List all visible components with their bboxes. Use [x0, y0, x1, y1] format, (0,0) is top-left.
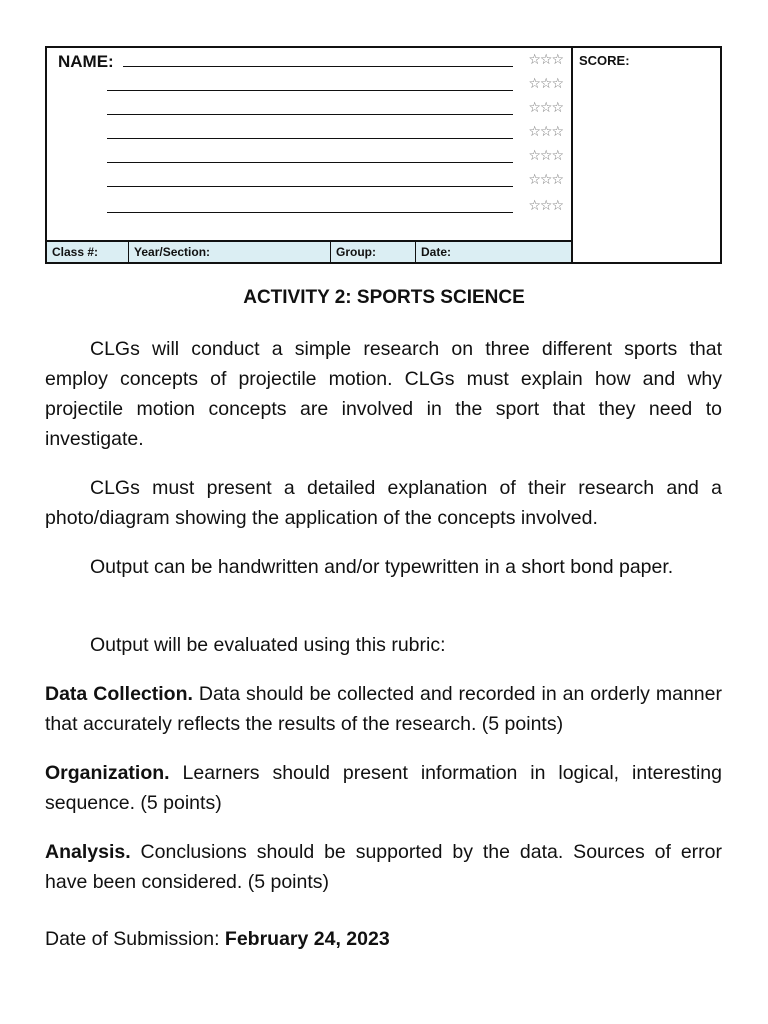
rubric-criterion: Data Collection.	[45, 683, 193, 705]
rubric-description: Learners should present information in logical, interesting sequence. (5 points)	[45, 762, 722, 814]
name-row	[47, 170, 569, 192]
activity-title: ACTIVITY 2: SPORTS SCIENCE	[243, 287, 525, 308]
name-line[interactable]	[123, 66, 513, 67]
names-area	[47, 48, 573, 244]
year-section-field[interactable]: Year/Section:	[129, 242, 331, 262]
name-row	[47, 50, 569, 72]
instruction-paragraph: CLGs will conduct a simple research on three different sports that employ concepts of projectile motion. CLGs must explain how and why projectile motion concepts are involved in the sport that they need to investigate.	[45, 338, 722, 450]
name-line[interactable]	[107, 138, 513, 139]
name-line[interactable]	[107, 90, 513, 91]
rubric-criterion: Analysis.	[45, 841, 131, 863]
name-line[interactable]	[107, 162, 513, 163]
name-row	[47, 196, 569, 218]
name-line[interactable]	[107, 212, 513, 213]
instruction-paragraph: Output will be evaluated using this rubric:	[90, 634, 446, 656]
star-rating-icon[interactable]: ☆☆☆	[528, 76, 563, 92]
rubric-criterion: Organization.	[45, 762, 170, 784]
name-row	[47, 146, 569, 168]
group-field[interactable]: Group:	[331, 242, 416, 262]
star-rating-icon[interactable]: ☆☆☆	[528, 52, 563, 68]
score-area[interactable]	[573, 48, 720, 262]
name-row	[47, 74, 569, 96]
instruction-paragraph: Output can be handwritten and/or typewritten in a short bond paper.	[90, 556, 674, 578]
submission-date: February 24, 2023	[224, 928, 390, 950]
class-number-field[interactable]: Class #:	[47, 242, 129, 262]
name-line[interactable]	[107, 186, 513, 187]
rubric-item	[45, 679, 722, 739]
instruction-paragraph: CLGs must present a detailed explanation of their research and a photo/diagram showing the application of the concepts involved.	[45, 477, 722, 529]
submission-label: Date of Submission:	[45, 928, 225, 950]
star-rating-icon[interactable]: ☆☆☆	[528, 124, 563, 140]
star-rating-icon[interactable]: ☆☆☆	[528, 100, 563, 116]
rubric-item	[45, 758, 722, 818]
rubric-description: Conclusions should be supported by the data. Sources of error have been considered. (5 points)	[45, 841, 722, 893]
name-row	[47, 122, 569, 144]
name-row	[47, 98, 569, 120]
star-rating-icon[interactable]: ☆☆☆	[528, 172, 563, 188]
star-rating-icon[interactable]: ☆☆☆	[528, 198, 563, 214]
submission-line	[45, 928, 390, 951]
student-info-box	[45, 46, 722, 264]
name-label: NAME:	[58, 52, 114, 71]
name-line[interactable]	[107, 114, 513, 115]
star-rating-icon[interactable]: ☆☆☆	[528, 148, 563, 164]
date-field[interactable]: Date:	[421, 245, 452, 259]
score-label: SCORE:	[579, 53, 630, 68]
rubric-description: Data should be collected and recorded in an orderly manner that accurately reflects the results of the research. (5 points)	[45, 683, 722, 735]
class-info-row	[47, 240, 573, 262]
rubric-item	[45, 837, 722, 897]
